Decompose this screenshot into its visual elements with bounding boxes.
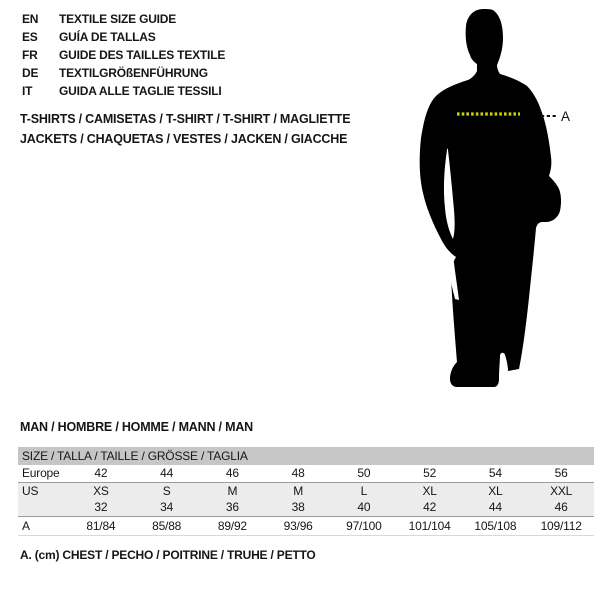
category-line-tshirts: T-SHIRTS / CAMISETAS / T-SHIRT / T-SHIRT / MAGLIETTE [20,112,351,126]
language-row-es [22,28,225,46]
size-cell: XL [397,482,463,499]
size-cell: M [265,482,331,499]
table-row-chest [18,516,594,535]
language-label: GUIDA ALLE TAGLIE TESSILI [59,84,222,98]
size-cell: 40 [331,499,397,516]
size-cell: M [200,482,266,499]
size-cell: 44 [463,499,529,516]
language-code: IT [22,84,33,98]
size-cell: 93/96 [265,516,331,535]
language-row-de [22,64,225,82]
row-label [18,499,68,516]
garment-categories [20,109,350,149]
size-cell: 101/104 [397,516,463,535]
size-table-header-row [18,447,594,465]
size-cell: 34 [134,499,200,516]
man-silhouette [420,9,561,387]
size-cell: 50 [331,465,397,482]
size-cell: XS [68,482,134,499]
size-cell: 97/100 [331,516,397,535]
size-cell: 89/92 [200,516,266,535]
size-cell: 52 [397,465,463,482]
size-cell: 46 [200,465,266,482]
table-row-numeric [18,499,594,516]
language-label: TEXTILE SIZE GUIDE [59,12,177,26]
size-cell: XL [463,482,529,499]
table-row-us [18,482,594,499]
size-cell: 44 [134,465,200,482]
row-label: US [18,482,68,499]
language-code: FR [22,48,38,62]
section-title-man: MAN / HOMBRE / HOMME / MANN / MAN [20,420,253,434]
row-label: A [18,516,68,535]
size-cell: 42 [397,499,463,516]
size-cell: 56 [528,465,594,482]
language-row-fr [22,46,225,64]
size-cell: 38 [265,499,331,516]
size-cell: 46 [528,499,594,516]
measure-label-a: A [561,109,571,124]
size-cell: 109/112 [528,516,594,535]
size-cell: XXL [528,482,594,499]
language-row-it [22,82,225,100]
language-code: EN [22,12,39,26]
size-cell: 48 [265,465,331,482]
language-list [22,10,225,100]
size-cell: 105/108 [463,516,529,535]
size-cell: 36 [200,499,266,516]
language-row-en [22,10,225,28]
language-label: GUIDE DES TAILLES TEXTILE [59,48,226,62]
size-table [18,447,594,536]
size-cell: 85/88 [134,516,200,535]
size-table-header: SIZE / TALLA / TAILLE / GRÖSSE / TAGLIA [18,447,594,465]
row-label: Europe [18,465,68,482]
man-silhouette-figure [400,0,600,400]
language-label: GUÍA DE TALLAS [59,30,156,44]
table-row-europe [18,465,594,482]
language-code: ES [22,30,38,44]
size-cell: 54 [463,465,529,482]
measurement-footnote: A. (cm) CHEST / PECHO / POITRINE / TRUHE / PETTO [20,548,316,562]
size-cell: 42 [68,465,134,482]
language-label: TEXTILGRÖßENFÜHRUNG [59,66,208,80]
size-cell: 32 [68,499,134,516]
size-cell: L [331,482,397,499]
language-code: DE [22,66,39,80]
size-cell: S [134,482,200,499]
size-cell: 81/84 [68,516,134,535]
category-line-jackets: JACKETS / CHAQUETAS / VESTES / JACKEN / GIACCHE [20,132,348,146]
